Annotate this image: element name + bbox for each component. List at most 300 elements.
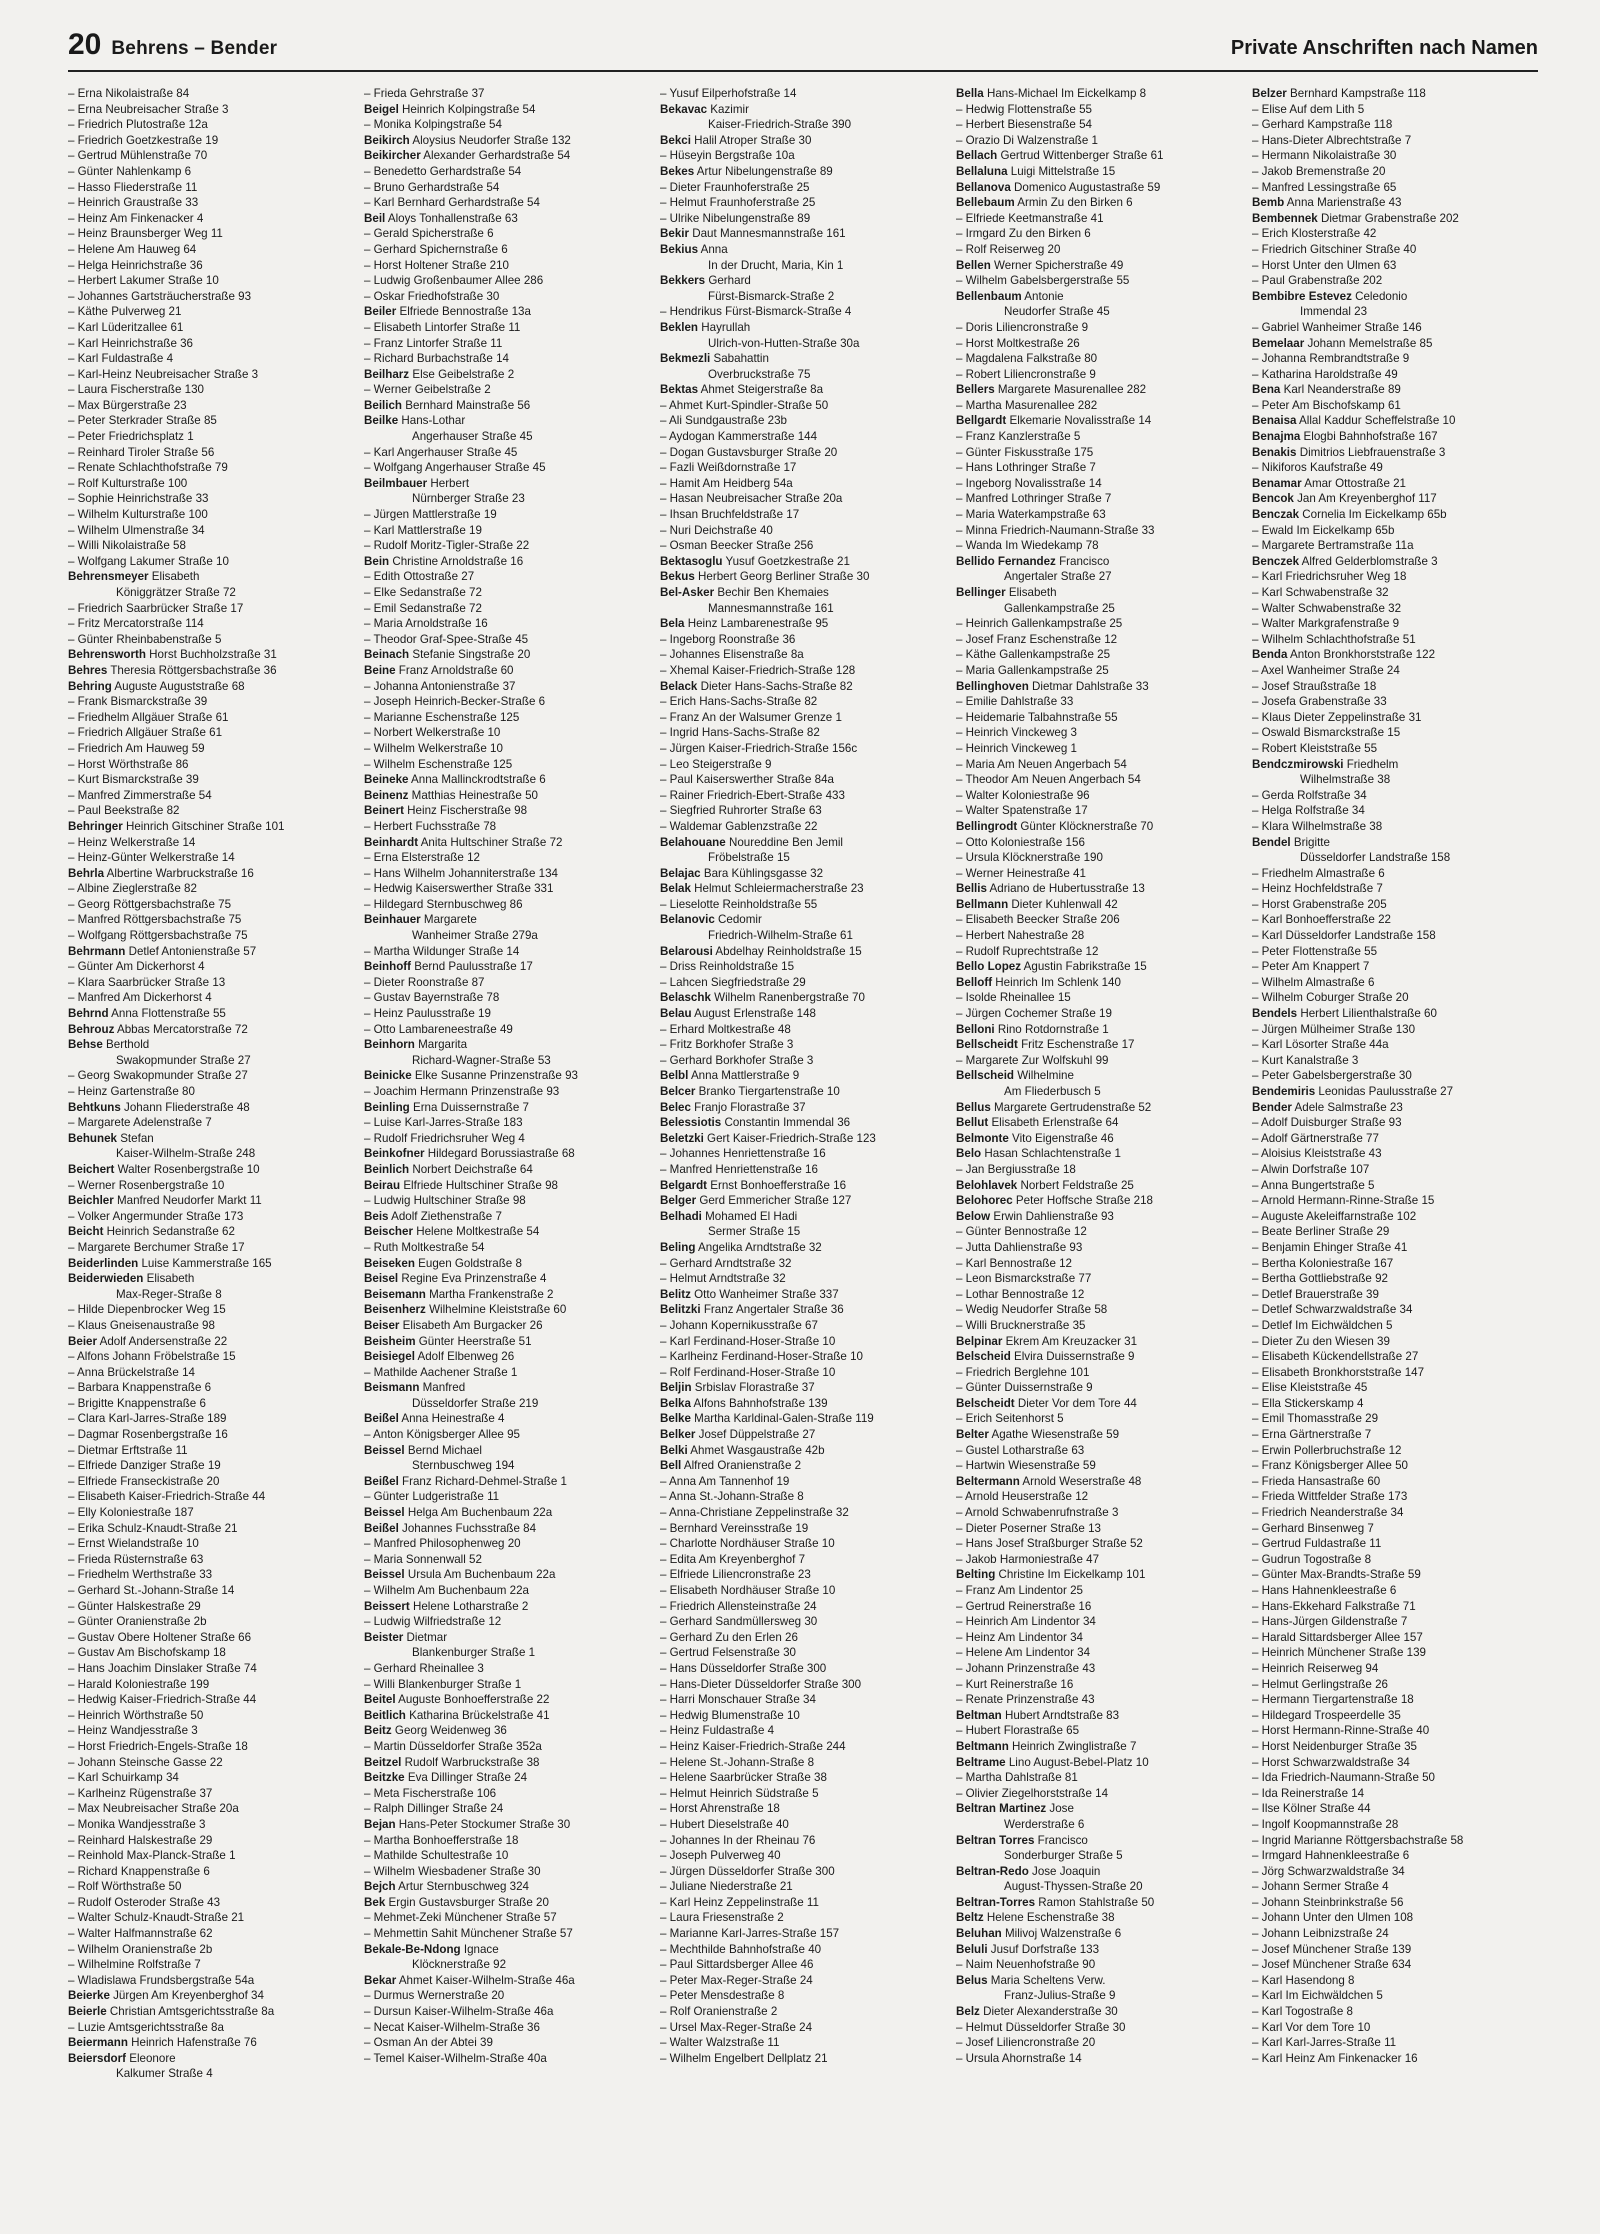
entry-surname: Beitzke [364,1771,405,1785]
entry-text: – Johanna Antonienstraße 37 [364,679,516,693]
entry-text: Ursula Am Buchenbaum 22a [404,1568,556,1582]
entry-text: – Joseph Heinrich-Becker-Straße 6 [364,695,546,709]
entry-text: – Georg Swakopmunder Straße 27 [68,1069,248,1083]
entry-text: – Naim Neuenhofstraße 90 [956,1958,1096,1972]
directory-entry [68,1115,354,1131]
directory-entry [68,1365,354,1381]
entry-text: Leonidas Paulusstraße 27 [1315,1085,1454,1098]
directory-entry [68,1411,354,1427]
entry-text: – Erna Neubreisacher Straße 3 [68,102,229,116]
directory-entry [364,164,650,180]
entry-text: – Dagmar Rosenbergstraße 16 [68,1428,228,1442]
entry-text: – Gerald Spicherstraße 6 [364,227,494,241]
directory-entry [956,1926,1242,1942]
directory-entry [956,616,1242,632]
entry-surname: Belger [660,1194,697,1208]
directory-entry [364,1224,650,1240]
directory-entry [68,990,354,1006]
entry-surname: Bencok [1252,492,1294,506]
directory-entry [68,507,354,523]
directory-entry [1252,1926,1538,1942]
entry-text: Bechir Ben Khemaies [714,586,829,599]
entry-text: Nürnberger Straße 23 [412,492,525,506]
directory-entry [364,1708,650,1724]
entry-text: Arnold Weserstraße 48 [1019,1474,1142,1488]
entry-text: – Leo Steigerstraße 9 [660,757,772,771]
directory-entry [68,616,354,632]
entry-surname: Belgardt [660,1178,708,1192]
entry-text: Elisabeth [148,570,200,584]
entry-text: Anna Heinestraße 4 [398,1412,505,1426]
entry-text: – Orazio Di Walzenstraße 1 [956,133,1098,147]
directory-entry [1252,1848,1538,1864]
entry-text: Adolf Elbenweg 26 [414,1350,515,1364]
entry-surname: Beisenherz [364,1303,426,1317]
entry-text: Bernd Paulusstraße 17 [411,960,533,974]
entry-text: – Gudrun Togostraße 8 [1252,1552,1372,1566]
entry-text: – Walter Markgrafenstraße 9 [1252,617,1400,631]
directory-entry [956,336,1242,352]
entry-surname: Bekes [660,164,695,178]
entry-text: – Karl Schwabenstraße 32 [1252,586,1389,599]
entry-text: Elfriede Bennostraße 13a [396,305,531,319]
directory-entry [1252,242,1538,258]
entry-text: – Karl Bennostraße 12 [956,1256,1073,1270]
directory-entry [68,1833,354,1849]
entry-text: – Johannes Elisenstraße 8a [660,648,804,662]
directory-entry [956,632,1242,648]
directory-entry [68,897,354,913]
entry-text: – Käthe Pulverweg 21 [68,305,182,319]
directory-entry [1252,1988,1538,2004]
directory-entry [660,554,946,570]
entry-text: Armin Zu den Birken 6 [1014,196,1133,210]
directory-entry [660,616,946,632]
entry-text: – Magdalena Falkstraße 80 [956,352,1098,366]
directory-entry [1252,273,1538,289]
entry-text: Anna Mattlerstraße 9 [688,1069,800,1083]
directory-entry [68,1817,354,1833]
entry-surname: Beister [364,1630,404,1644]
entry-text: Dietmar [403,1630,448,1644]
entry-text: – Emil Sedanstraße 72 [364,601,482,615]
directory-entry [1252,819,1538,835]
directory-entry [1252,585,1538,601]
entry-text: – Peter Mensdestraße 8 [660,1989,785,2003]
entry-text: Dietmar Dahlstraße 33 [1028,679,1149,693]
header-rule [68,70,1538,72]
entry-surname: Bellinger [956,586,1006,599]
directory-entry [956,164,1242,180]
directory-entry [68,944,354,960]
directory-entry [660,663,946,679]
entry-text: Elisabeth Am Burgacker 26 [399,1318,543,1332]
entry-text: – Waldemar Gablenzstraße 22 [660,819,818,833]
directory-entry [364,959,650,975]
entry-surname: Beltmann [956,1739,1009,1753]
entry-text: Angelika Arndtstraße 32 [695,1240,822,1254]
entry-surname: Bender [1252,1100,1292,1114]
directory-entry [364,912,650,928]
directory-entry [364,460,650,476]
directory-entry [68,1505,354,1521]
entry-surname: Beierle [68,2005,107,2019]
entry-text: – Wilhelm Wiesbadener Straße 30 [364,1864,541,1878]
entry-text: – Ursula Ahornstraße 14 [956,2051,1082,2065]
entry-text: – Walter Koloniestraße 96 [956,788,1090,802]
directory-entry [68,2051,354,2067]
directory-entry [660,897,946,913]
entry-text: – Heinrich Vinckeweg 3 [956,726,1077,740]
entry-text: Horst Buchholzstraße 31 [145,648,277,662]
directory-entry [364,819,650,835]
entry-surname: Beinkofner [364,1147,425,1161]
entry-text: – Ella Stickerskamp 4 [1252,1396,1364,1410]
directory-entry [1252,133,1538,149]
directory-entry [660,835,946,851]
entry-text: – Horst Friedrich-Engels-Straße 18 [68,1739,248,1753]
directory-entry [956,1411,1242,1427]
directory-entry [660,1848,946,1864]
entry-text: Gertrud Wittenberger Straße 61 [997,149,1164,163]
entry-surname: Beling [660,1240,696,1254]
entry-text: Margarete Gertrudenstraße 52 [990,1100,1152,1114]
entry-text: – Rolf Kulturstraße 100 [68,476,188,490]
entry-text: – Maria Waterkampstraße 63 [956,508,1106,522]
directory-entry [68,476,354,492]
entry-surname: Bendel [1252,835,1291,849]
directory-entry [364,382,650,398]
entry-text: – Beate Berliner Straße 29 [1252,1225,1390,1239]
directory-entry [364,881,650,897]
entry-text: Fürst-Bismarck-Straße 2 [708,289,835,303]
directory-entry [956,2051,1242,2067]
entry-surname: Beletzki [660,1131,704,1145]
directory-entry [660,1240,946,1256]
entry-text: – Günter Oranienstraße 2b [68,1615,207,1629]
directory-entry [660,1630,946,1646]
entry-text: – Wilhelm Oranienstraße 2b [68,1942,213,1956]
entry-text: – Franz Königsberger Allee 50 [1252,1459,1408,1473]
directory-entry [1252,1645,1538,1661]
entry-text: – Joseph Pulverweg 40 [660,1849,781,1863]
entry-text: – Wilhelm Welkerstraße 10 [364,741,503,755]
directory-entry [1252,1755,1538,1771]
entry-text: – Joachim Hermann Prinzenstraße 93 [364,1085,560,1098]
entry-surname: Bellebaum [956,196,1015,210]
directory-entry [660,1957,946,1973]
entry-text: Antonie [1021,289,1064,303]
directory-entry [1252,616,1538,632]
entry-text: Johannes Fuchsstraße 84 [398,1521,537,1535]
directory-entry [364,398,650,414]
entry-surname: Bellgardt [956,414,1007,428]
entry-surname: Beißel [364,1412,399,1426]
entry-text: – Ingrid Hans-Sachs-Straße 82 [660,726,820,740]
directory-entry [68,2066,354,2082]
directory-entry [956,1240,1242,1256]
entry-text: – Helmut Heinrich Südstraße 5 [660,1786,819,1800]
directory-entry [364,242,650,258]
directory-entry [364,616,650,632]
entry-text: Maria Scheltens Verw. [987,1973,1106,1987]
directory-entry [364,866,650,882]
entry-surname: Beklen [660,320,699,334]
entry-surname: Beinach [364,648,410,662]
entry-text: Rino Rotdornstraße 1 [994,1022,1109,1036]
entry-text: – Ursel Max-Reger-Straße 24 [660,2020,813,2034]
directory-entry [364,1895,650,1911]
directory-entry [68,304,354,320]
directory-entry [660,1926,946,1942]
directory-entry [956,928,1242,944]
directory-entry [660,445,946,461]
directory-entry [68,1474,354,1490]
directory-entry [364,1084,650,1100]
directory-entry [364,897,650,913]
entry-surname: Beikircher [364,149,421,163]
entry-text: Albertine Warbruckstraße 16 [104,866,254,880]
entry-text: Ahmet Steigerstraße 8a [698,383,824,397]
directory-entry [68,757,354,773]
entry-text: – Mathilde Aachener Straße 1 [364,1365,518,1379]
directory-entry [364,1193,650,1209]
directory-entry [1252,1115,1538,1131]
directory-entry [364,772,650,788]
directory-entry [956,1349,1242,1365]
entry-surname: Bellscheid [956,1069,1014,1083]
entry-surname: Beier [68,1334,98,1348]
entry-surname: Bekus [660,570,695,584]
entry-text: – Anna Am Tannenhof 19 [660,1474,790,1488]
directory-entry [364,850,650,866]
entry-text: Regine Eva Prinzenstraße 4 [398,1272,547,1286]
entry-text: – Wilhelm Kulturstraße 100 [68,508,208,522]
directory-entry [956,1256,1242,1272]
entry-text: Aloysius Neudorfer Straße 132 [409,133,571,147]
directory-entry [956,1770,1242,1786]
directory-entry [1252,1396,1538,1412]
entry-surname: Bekmezli [660,352,711,366]
directory-entry [1252,1162,1538,1178]
directory-entry [68,1708,354,1724]
directory-entry [1252,601,1538,617]
directory-entry [956,1848,1242,1864]
entry-text: – Arnold Hermann-Rinne-Straße 15 [1252,1194,1435,1208]
entry-text: Jan Am Kreyenberghof 117 [1293,492,1437,506]
entry-surname: Beissel [364,1443,405,1457]
entry-text: – Horst Hermann-Rinne-Straße 40 [1252,1724,1430,1738]
entry-text: Cornelia Im Eickelkamp 65b [1299,508,1447,522]
entry-text: August-Thyssen-Straße 20 [1004,1880,1143,1894]
entry-text: – Gustel Lotharstraße 63 [956,1443,1085,1457]
directory-entry [1252,1178,1538,1194]
entry-text: – Klara Wilhelmstraße 38 [1252,819,1383,833]
entry-text: – Manfred Philosophenweg 20 [364,1537,521,1551]
entry-text: Jürgen Am Kreyenberghof 34 [109,1989,264,2003]
directory-entry [68,1427,354,1443]
directory-entry [1252,1895,1538,1911]
entry-text: – Aloisius Kleiststraße 43 [1252,1147,1382,1161]
entry-surname: Bektas [660,383,699,397]
entry-text: – Marianne Eschenstraße 125 [364,710,520,724]
entry-text: Heinrich Gitschiner Straße 101 [122,819,285,833]
entry-surname: Bekius [660,242,699,256]
directory-entry [660,2051,946,2067]
entry-text: – Günter Nahlenkamp 6 [68,164,192,178]
entry-text: – Ingeborg Roonstraße 36 [660,632,796,646]
entry-text: – Friedhelm Almastraße 6 [1252,866,1385,880]
directory-entry [1252,195,1538,211]
directory-entry [68,211,354,227]
directory-entry [660,258,946,274]
entry-text: – Olivier Ziegelhorststraße 14 [956,1786,1109,1800]
entry-text: – Käthe Gallenkampstraße 25 [956,648,1111,662]
entry-text: – Karl-Heinz Neubreisacher Straße 3 [68,367,259,381]
entry-text: – Erich Hans-Sachs-Straße 82 [660,695,818,709]
entry-surname: Belohorec [956,1194,1013,1208]
entry-text: Herbert [427,476,470,490]
directory-entry [364,86,650,102]
entry-text: – Friedhelm Werthstraße 33 [68,1568,213,1582]
directory-entry [68,1006,354,1022]
directory-entry [660,1552,946,1568]
entry-text: – Hubert Florastraße 65 [956,1724,1080,1738]
directory-entry [956,1224,1242,1240]
entry-text: – Helmut Gerlingstraße 26 [1252,1677,1388,1691]
entry-text: – Aydogan Kammerstraße 144 [660,430,818,444]
entry-text: – Wolfgang Angerhauser Straße 45 [364,461,546,475]
directory-entry [956,1037,1242,1053]
entry-text: – Franz Kanzlerstraße 5 [956,430,1081,444]
directory-entry [68,429,354,445]
directory-entry [1252,367,1538,383]
entry-text: Otto Wanheimer Straße 337 [690,1287,839,1301]
entry-text: – Nuri Deichstraße 40 [660,523,773,537]
entry-text: Eva Dillinger Straße 24 [404,1771,528,1785]
directory-entry [956,1614,1242,1630]
directory-entry [68,1692,354,1708]
directory-entry [956,320,1242,336]
column-5 [1252,86,1538,2082]
entry-text: – Wladislawa Frundsbergstraße 54a [68,1973,255,1987]
entry-surname: Belke [660,1412,691,1426]
directory-entry [1252,523,1538,539]
entry-text: Berthold [102,1038,150,1052]
entry-text: – Ida Friedrich-Naumann-Straße 50 [1252,1771,1436,1785]
directory-entry [68,1022,354,1038]
entry-text: Georg Weidenweg 36 [391,1724,507,1738]
directory-entry [660,1380,946,1396]
entry-text: – Günter Bennostraße 12 [956,1225,1087,1239]
directory-entry [956,1458,1242,1474]
entry-text: – Detlef Brauerstraße 39 [1252,1287,1379,1301]
entry-text: Artur Sternbuschweg 324 [395,1880,529,1894]
directory-entry [364,944,650,960]
entry-text: – Wedig Neudorfer Straße 58 [956,1303,1108,1317]
entry-text: Theresia Röttgersbachstraße 36 [107,663,277,677]
directory-entry [68,195,354,211]
directory-entry [660,1567,946,1583]
entry-surname: Beisiegel [364,1350,415,1364]
entry-text: Agathe Wiesenstraße 59 [988,1428,1120,1442]
directory-entry [364,538,650,554]
directory-entry [1252,1521,1538,1537]
directory-entry [660,585,946,601]
entry-text: Abdelhay Reinholdstraße 15 [712,944,862,958]
directory-entry [956,1786,1242,1802]
entry-text: – Margarete Adelenstraße 7 [68,1116,212,1130]
directory-entry [660,1256,946,1272]
entry-text: – Hamit Am Heidberg 54a [660,476,793,490]
entry-text: – Karl Fuldastraße 4 [68,352,174,366]
entry-surname: Bein [364,554,390,568]
directory-entry [1252,1053,1538,1069]
entry-text: – Gerhard Borkhofer Straße 3 [660,1053,814,1067]
entry-text: – Josef Münchener Straße 634 [1252,1958,1412,1972]
directory-entry [1252,1240,1538,1256]
entry-text: – Gustav Obere Holtener Straße 66 [68,1630,252,1644]
directory-entry [956,1521,1242,1537]
entry-text: Blankenburger Straße 1 [412,1646,536,1660]
directory-entry [660,772,946,788]
entry-text: – Klaus Dieter Zeppelinstraße 31 [1252,710,1422,724]
entry-text: Noureddine Ben Jemil [725,835,844,849]
entry-text: Martha Karldinal-Galen-Straße 119 [690,1412,874,1426]
header-left [68,30,277,60]
entry-text: Martha Frankenstraße 2 [425,1287,554,1301]
entry-text: – Josefa Grabenstraße 33 [1252,695,1387,709]
directory-entry [1252,304,1538,320]
directory-entry [660,1661,946,1677]
entry-surname: Bell [660,1459,682,1473]
entry-surname: Beißel [364,1474,399,1488]
directory-entry [956,1895,1242,1911]
entry-text: Dimitrios Liebfrauenstraße 3 [1296,445,1446,459]
entry-text: – Heinz Fuldastraße 4 [660,1724,775,1738]
entry-text: – Hartwin Wiesenstraße 59 [956,1459,1096,1473]
entry-text: – Necat Kaiser-Wilhelm-Straße 36 [364,2020,540,2034]
entry-text: – Kurt Kanalstraße 3 [1252,1053,1359,1067]
directory-entry [1252,336,1538,352]
directory-entry [1252,1739,1538,1755]
entry-text: – Bertha Gottliebstraße 92 [1252,1272,1388,1286]
entry-text: – Heinz Braunsberger Weg 11 [68,227,223,241]
entry-text: Aloys Tonhallenstraße 63 [385,211,518,225]
entry-text: – Gerhard Sandmüllersweg 30 [660,1615,818,1629]
directory-entry [956,850,1242,866]
entry-text: – Yusuf Eilperhofstraße 14 [660,87,797,100]
directory-entry [660,1692,946,1708]
directory-entry [1252,102,1538,118]
entry-text: – Sophie Heinrichstraße 33 [68,492,209,506]
entry-text: – Ihsan Bruchfeldstraße 17 [660,508,800,522]
directory-entry [660,320,946,336]
directory-entry [68,1801,354,1817]
directory-entry [660,647,946,663]
directory-entry [68,1973,354,1989]
entry-text: – Elisabeth Kaiser-Friedrich-Straße 44 [68,1490,266,1504]
directory-entry [956,491,1242,507]
directory-entry [660,1879,946,1895]
entry-text: – Herbert Fuchsstraße 78 [364,819,497,833]
directory-entry [364,694,650,710]
directory-entry [364,1053,650,1069]
entry-text: – Rudolf Ruprechtstraße 12 [956,944,1099,958]
entry-text: – Walter Halfmannstraße 62 [68,1927,213,1941]
directory-entry [68,445,354,461]
entry-text: – Gerhard Binsenweg 7 [1252,1521,1374,1535]
